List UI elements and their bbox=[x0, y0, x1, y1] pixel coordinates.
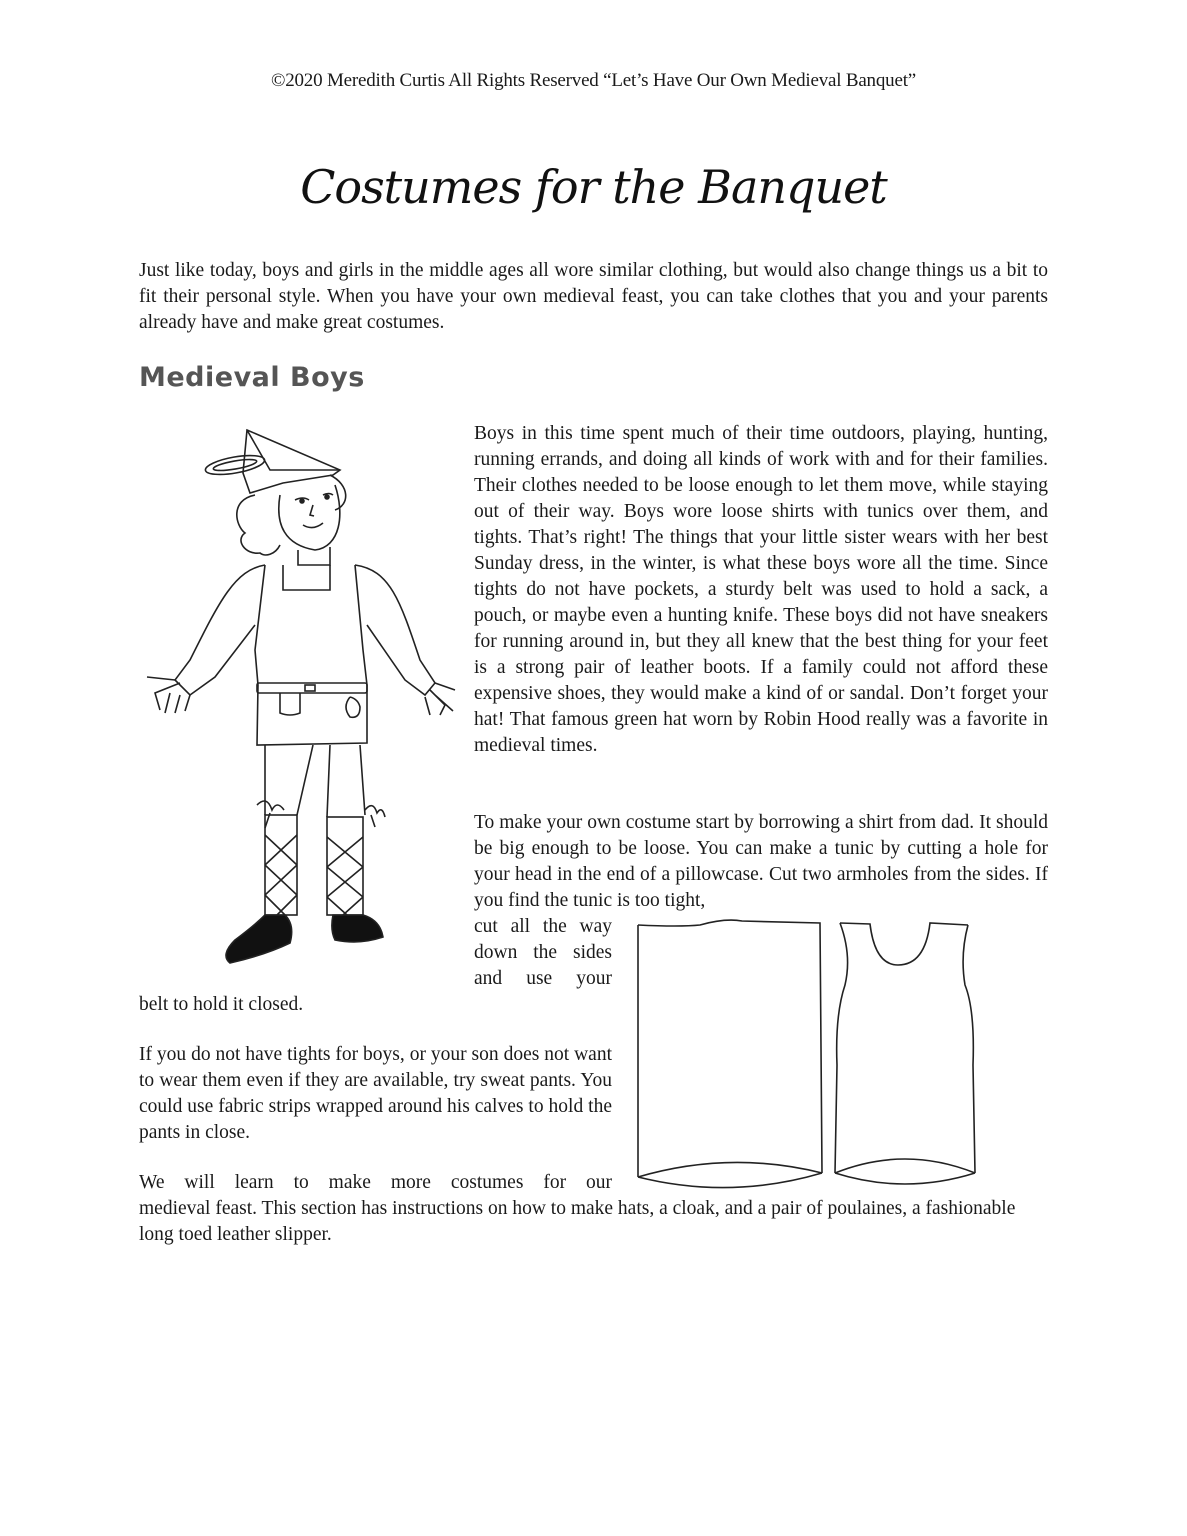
section-heading: Medieval Boys bbox=[139, 362, 365, 393]
page-title: Costumes for the Banquet bbox=[300, 160, 887, 214]
paragraph-more-costumes-start: We will learn to make more costumes for our bbox=[139, 1172, 612, 1193]
tunic-diagram bbox=[630, 915, 1040, 1195]
paragraph-make-costume-end: belt to hold it closed. bbox=[139, 994, 304, 1015]
page-header-copyright: ©2020 Meredith Curtis All Rights Reserved “Let’s Have Our Own Medieval Banquet” bbox=[270, 70, 917, 91]
paragraph-make-costume: To make your own costume start by borrowing a shirt from dad. It should be big enough to be loose. You can make a tunic by cutting a hole for your head in the end of a pillowcase. Cut two armholes from the sides. If you find the tunic is too tight, bbox=[474, 812, 1048, 911]
paragraph-tights-alternative: If you do not have tights for boys, or your son does not want to wear them even if they are available, try sweat pants. You could use fabric strips wrapped around his calves to hold the pants in close. bbox=[139, 1044, 612, 1143]
paragraph-more-costumes-end: medieval feast. This section has instructions on how to make hats, a cloak, and a pair of poulaines, a fashionable long toed leather slipper. bbox=[139, 1198, 1016, 1245]
medieval-boy-illustration bbox=[135, 415, 470, 985]
paragraph-boys-clothing: Boys in this time spent much of their time outdoors, playing, hunting, running errands, and doing all kinds of work with and for their families. Their clothes needed to be loose enough to let them move, while staying out of their way. Boys wore loose shirts with tunics over them, and tights. That’s right! The things that your little sister wears with her best Sunday dress, in the winter, is what these boys wore all the time. Since tights do not have pockets, a sturdy belt was used to hold a sack, a pouch, or maybe even a hunting knife. These boys did not have sneakers for running around in, but they all knew that the best thing for your feet is a strong pair of leather boots. If a family could not afford these expensive shoes, they would make a kind of or sandal. Don’t forget your hat! That famous green hat worn by Robin Hood really was a favorite in medieval times. bbox=[474, 423, 1048, 756]
paragraph-make-costume-narrow: cut all the way down the sides and use your bbox=[474, 916, 612, 989]
intro-paragraph: Just like today, boys and girls in the middle ages all wore similar clothing, but would also change things us a bit to fit their personal style. When you have your own medieval feast, you can take clothes that you and your parents already have and make great costumes. bbox=[139, 260, 1048, 333]
